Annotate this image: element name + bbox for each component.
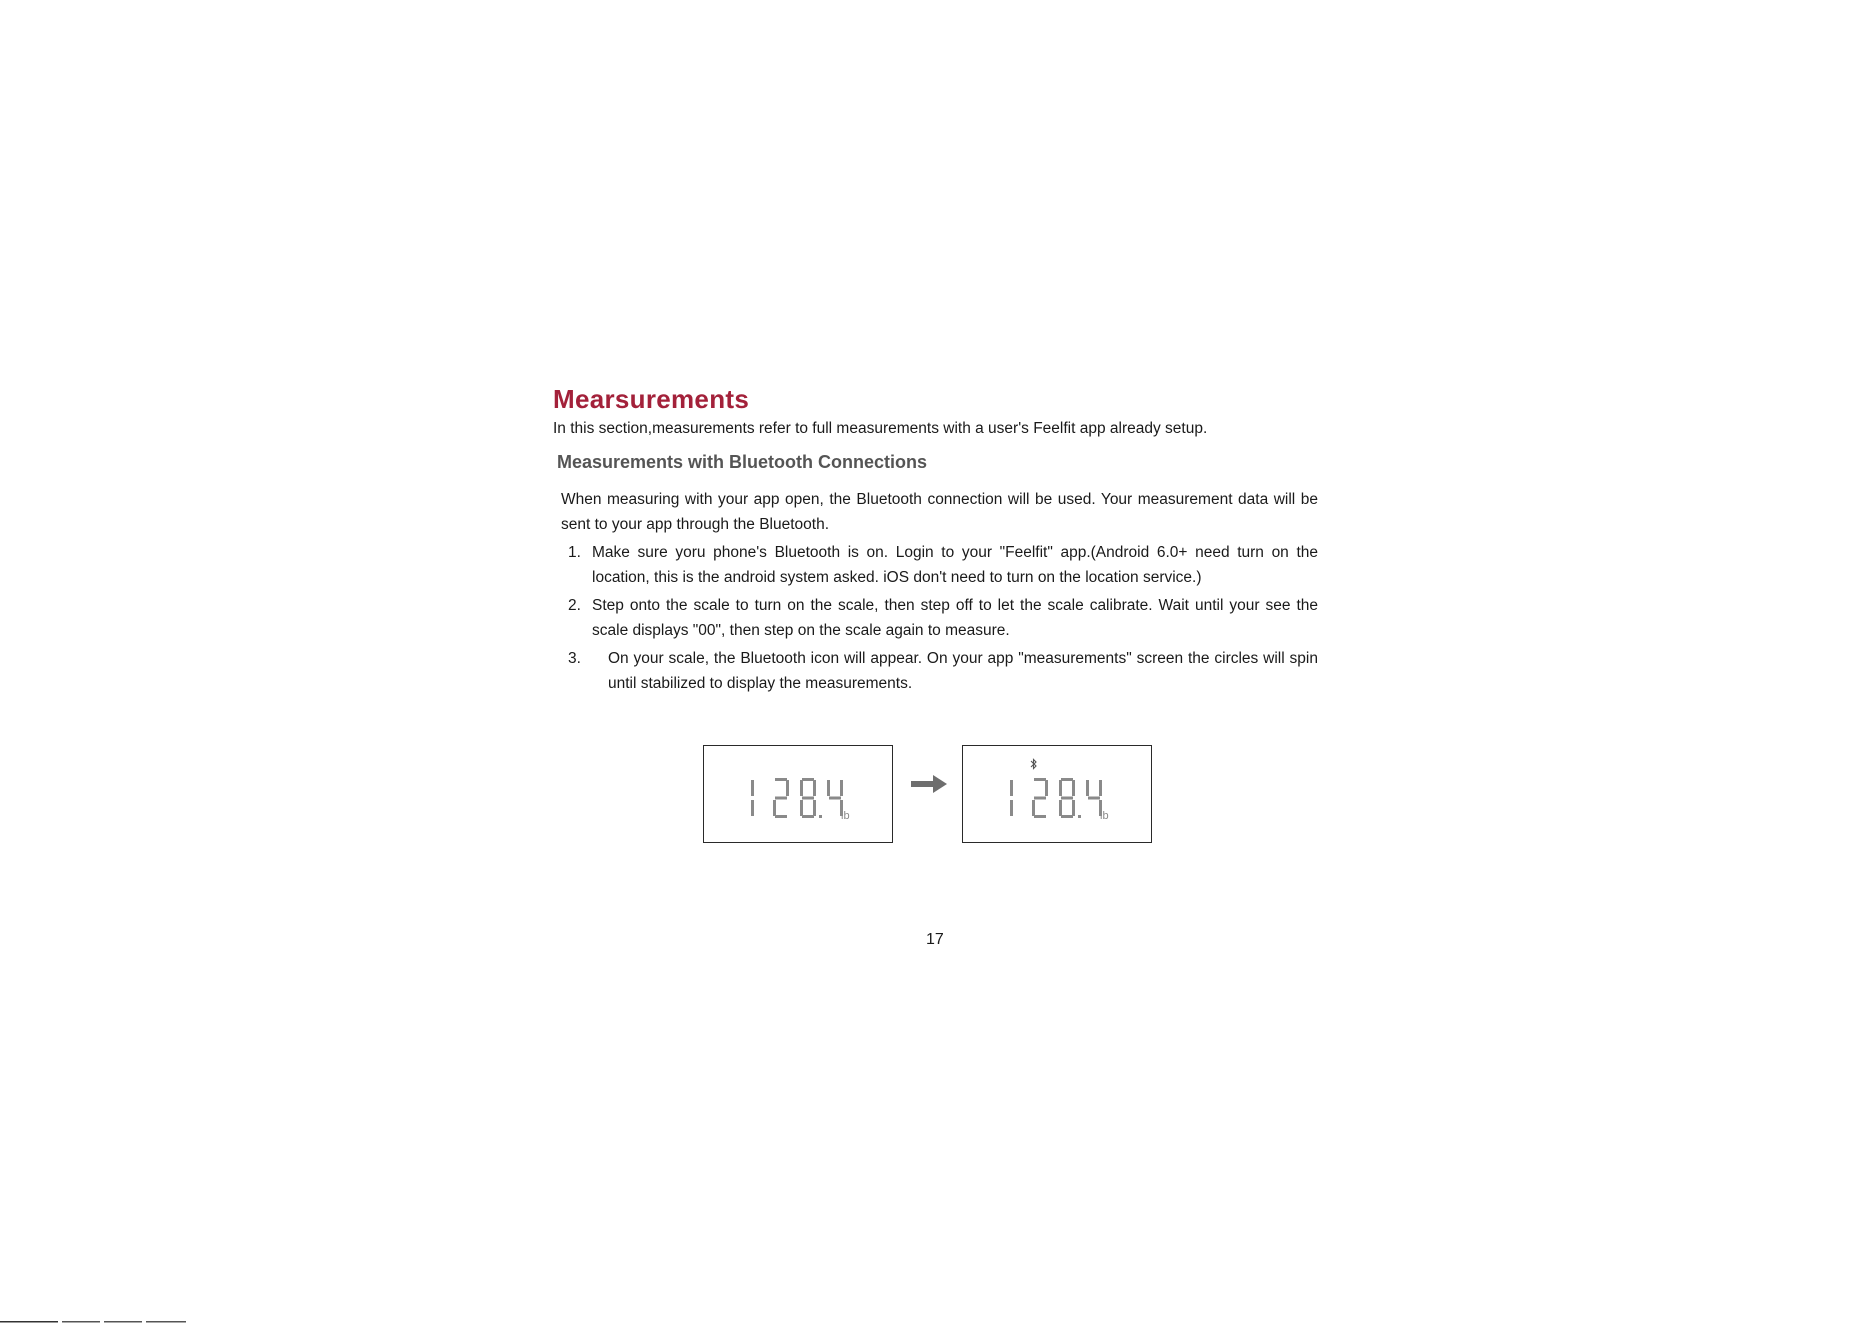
lcd-segment xyxy=(802,797,814,800)
lcd-segment xyxy=(1088,797,1100,800)
lcd-segment xyxy=(802,778,814,781)
lcd-segment xyxy=(751,800,754,816)
lcd-decimal-point xyxy=(1078,815,1081,818)
lcd-segment xyxy=(775,778,787,781)
list-item xyxy=(568,541,1318,590)
lcd-segment xyxy=(773,800,776,816)
lcd-segment xyxy=(1086,780,1089,796)
step-number: 3. xyxy=(568,650,581,667)
lcd-segment xyxy=(827,780,830,796)
lcd-segment xyxy=(1061,778,1073,781)
list-item xyxy=(568,647,1318,696)
lcd-segment xyxy=(1059,780,1062,796)
scale-display-after xyxy=(962,745,1152,843)
lcd-segment xyxy=(813,800,816,816)
step-number: 1. xyxy=(568,544,581,561)
lcd-segment xyxy=(1034,778,1046,781)
lcd-segment xyxy=(840,780,843,796)
list-item xyxy=(568,594,1318,643)
lcd-segment xyxy=(1061,815,1073,818)
lcd-segment xyxy=(1010,780,1013,796)
lcd-segment xyxy=(1010,800,1013,816)
scale-display-before xyxy=(703,745,893,843)
unit-label: lb xyxy=(841,810,850,822)
right-arrow-icon xyxy=(911,774,947,794)
step-text: On your scale, the Bluetooth icon will appear. On your app "measurements" screen the circles will spin until stabilized to display the measurements. xyxy=(608,650,1318,692)
lcd-segment xyxy=(1045,780,1048,796)
lcd-segment xyxy=(813,780,816,796)
section-intro: In this section,measurements refer to full measurements with a user's Feelfit app already setup. xyxy=(553,420,1208,437)
lcd-segment xyxy=(1034,815,1046,818)
section-title: Mearsurements xyxy=(553,384,750,414)
unit-label: lb xyxy=(1100,810,1109,822)
step-text: Make sure yoru phone's Bluetooth is on. Login to your "Feelfit" app.(Android 6.0+ need turn on the location, this is the android system asked. iOS don't need to turn on the location service.) xyxy=(592,544,1318,586)
footer-rule xyxy=(0,1318,250,1324)
step-number: 2. xyxy=(568,597,581,614)
lcd-segment xyxy=(1072,800,1075,816)
page-number: 17 xyxy=(926,931,944,948)
lcd-decimal-point xyxy=(819,815,822,818)
bluetooth-icon xyxy=(1031,760,1036,769)
lcd-reading-after xyxy=(963,746,1153,844)
lcd-segment xyxy=(1059,800,1062,816)
bluetooth-paragraph: When measuring with your app open, the Bluetooth connection will be used. Your measurement data will be sent to your app through the Bluetooth. xyxy=(561,491,1318,533)
lcd-segment xyxy=(751,780,754,796)
lcd-segment xyxy=(775,815,787,818)
lcd-segment xyxy=(800,800,803,816)
lcd-segment xyxy=(786,780,789,796)
lcd-segment xyxy=(1032,800,1035,816)
lcd-reading-before xyxy=(704,746,894,844)
lcd-segment xyxy=(802,815,814,818)
lcd-segment xyxy=(1034,797,1046,800)
subsection-title: Measurements with Bluetooth Connections xyxy=(557,452,928,472)
lcd-segment xyxy=(775,797,787,800)
lcd-segment xyxy=(1099,780,1102,796)
lcd-segment xyxy=(1072,780,1075,796)
steps-list xyxy=(568,541,1318,700)
lcd-segment xyxy=(800,780,803,796)
lcd-segment xyxy=(829,797,841,800)
step-text: Step onto the scale to turn on the scale, then step off to let the scale calibrate. Wait until your see the scale displays "00", then step on the scale again to measure. xyxy=(592,597,1318,639)
lcd-segment xyxy=(1061,797,1073,800)
